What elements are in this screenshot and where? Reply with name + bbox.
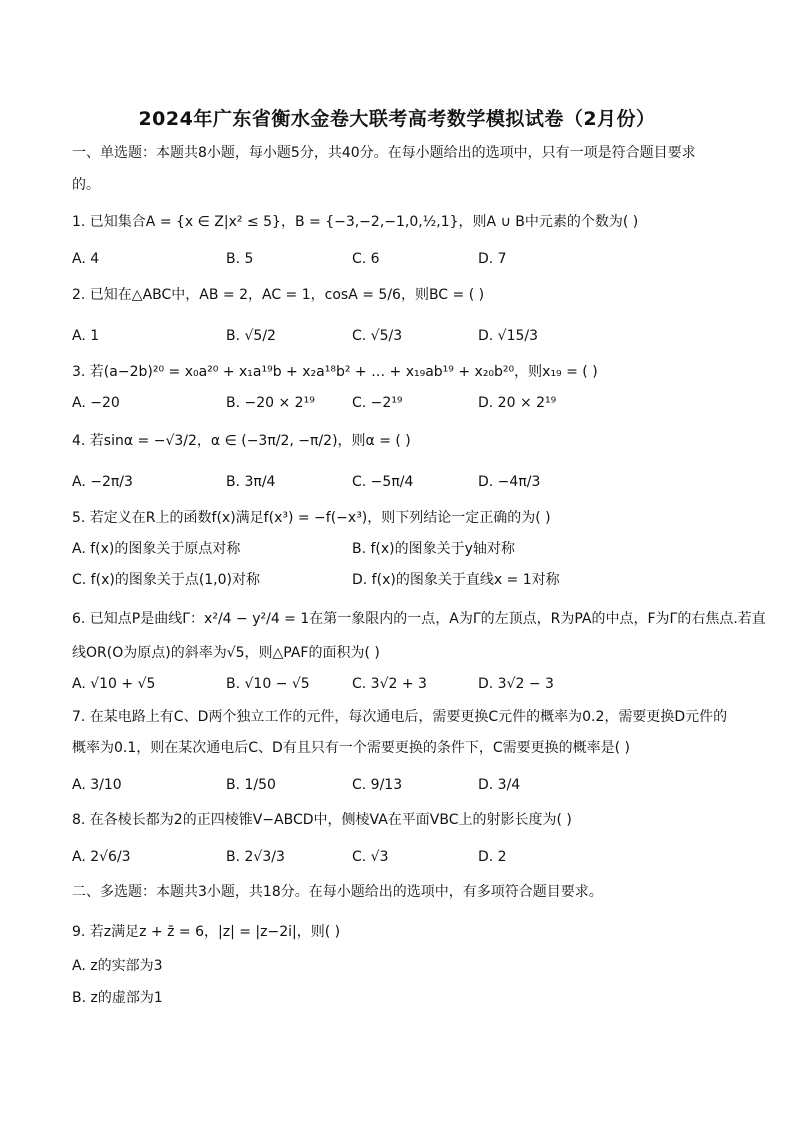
question-9-stem: 9. 若z满足z + z̄ = 6，|z| = |z−2i|，则( ) bbox=[72, 924, 341, 940]
question-5-option-d[interactable]: D. f(x)的图象关于直线x = 1对称 bbox=[352, 572, 560, 588]
question-6-option-c[interactable]: C. 3√2 + 3 bbox=[352, 676, 427, 692]
question-4-option-a[interactable]: A. −2π/3 bbox=[72, 474, 133, 490]
question-2-option-d[interactable]: D. √15/3 bbox=[478, 328, 539, 344]
question-8-option-d[interactable]: D. 2 bbox=[478, 849, 507, 865]
question-6-option-a[interactable]: A. √10 + √5 bbox=[72, 676, 156, 692]
question-4-option-c[interactable]: C. −5π/4 bbox=[352, 474, 414, 490]
question-3-option-c[interactable]: C. −2¹⁹ bbox=[352, 395, 403, 411]
question-2-stem: 2. 已知在△ABC中，AB = 2，AC = 1，cosA = 5/6，则BC = ( ) bbox=[72, 287, 485, 303]
question-4-option-d[interactable]: D. −4π/3 bbox=[478, 474, 541, 490]
question-6-option-b[interactable]: B. √10 − √5 bbox=[226, 676, 310, 692]
question-4-stem: 4. 若sinα = −√3/2，α ∈ (−3π/2, −π/2)，则α = ( ) bbox=[72, 433, 411, 449]
question-7-option-a[interactable]: A. 3/10 bbox=[72, 777, 122, 793]
page-title: 2024年广东省衡水金卷大联考高考数学模拟试卷（2月份） bbox=[138, 108, 656, 130]
section-multiple-choice-heading: 二、多选题：本题共3小题，共18分。在每小题给出的选项中，有多项符合题目要求。 bbox=[72, 884, 603, 900]
question-1-option-a[interactable]: A. 4 bbox=[72, 251, 100, 267]
question-6-stem: 6. 已知点P是曲线Γ：x²/4 − y²/4 = 1在第一象限内的一点，A为Γ的左顶点，R为PA的中点，F为Γ的右焦点.若直 bbox=[72, 611, 766, 627]
question-2-option-a[interactable]: A. 1 bbox=[72, 328, 100, 344]
question-2-option-c[interactable]: C. √5/3 bbox=[352, 328, 403, 344]
question-7-option-b[interactable]: B. 1/50 bbox=[226, 777, 276, 793]
question-6-option-d[interactable]: D. 3√2 − 3 bbox=[478, 676, 554, 692]
question-7-option-d[interactable]: D. 3/4 bbox=[478, 777, 521, 793]
question-3-stem: 3. 若(a−2b)²⁰ = x₀a²⁰ + x₁a¹⁹b + x₂a¹⁸b² + … + x₁₉ab¹⁹ + x₂₀b²⁰，则x₁₉ = ( ) bbox=[72, 364, 598, 380]
question-7-stem: 7. 在某电路上有C、D两个独立工作的元件，每次通电后，需要更换C元件的概率为0.2，需要更换D元件的 bbox=[72, 709, 728, 725]
question-3-option-a[interactable]: A. −20 bbox=[72, 395, 120, 411]
question-7-stem-cont: 概率为0.1，则在某次通电后C、D有且只有一个需要更换的条件下，C需要更换的概率是( ) bbox=[72, 740, 630, 756]
question-8-option-c[interactable]: C. √3 bbox=[352, 849, 389, 865]
question-3-option-b[interactable]: B. −20 × 2¹⁹ bbox=[226, 395, 315, 411]
question-5-stem: 5. 若定义在R上的函数f(x)满足f(x³) = −f(−x³)，则下列结论一定正确的为( ) bbox=[72, 510, 551, 526]
question-2-option-b[interactable]: B. √5/2 bbox=[226, 328, 276, 344]
section-single-choice-heading: 一、单选题：本题共8小题，每小题5分，共40分。在每小题给出的选项中，只有一项是符合题目要求 bbox=[72, 145, 696, 161]
question-5-option-b[interactable]: B. f(x)的图象关于y轴对称 bbox=[352, 541, 515, 557]
question-1-stem: 1. 已知集合A = {x ∈ Z|x² ≤ 5}，B = {−3,−2,−1,0,½,1}，则A ∪ B中元素的个数为( ) bbox=[72, 214, 639, 230]
question-7-option-c[interactable]: C. 9/13 bbox=[352, 777, 403, 793]
question-1-option-d[interactable]: D. 7 bbox=[478, 251, 507, 267]
question-8-stem: 8. 在各棱长都为2的正四棱锥V−ABCD中，侧棱VA在平面VBC上的射影长度为( ) bbox=[72, 812, 572, 828]
question-8-option-b[interactable]: B. 2√3/3 bbox=[226, 849, 285, 865]
question-3-option-d[interactable]: D. 20 × 2¹⁹ bbox=[478, 395, 557, 411]
question-9-option-a[interactable]: A. z的实部为3 bbox=[72, 958, 163, 974]
question-8-option-a[interactable]: A. 2√6/3 bbox=[72, 849, 131, 865]
question-5-option-c[interactable]: C. f(x)的图象关于点(1,0)对称 bbox=[72, 572, 261, 588]
question-6-stem-cont: 线OR(O为原点)的斜率为√5，则△PAF的面积为( ) bbox=[72, 645, 380, 661]
question-1-option-c[interactable]: C. 6 bbox=[352, 251, 380, 267]
section-single-choice-heading-cont: 的。 bbox=[72, 177, 100, 193]
question-1-option-b[interactable]: B. 5 bbox=[226, 251, 254, 267]
question-5-option-a[interactable]: A. f(x)的图象关于原点对称 bbox=[72, 541, 241, 557]
question-9-option-b[interactable]: B. z的虚部为1 bbox=[72, 990, 163, 1006]
question-4-option-b[interactable]: B. 3π/4 bbox=[226, 474, 276, 490]
